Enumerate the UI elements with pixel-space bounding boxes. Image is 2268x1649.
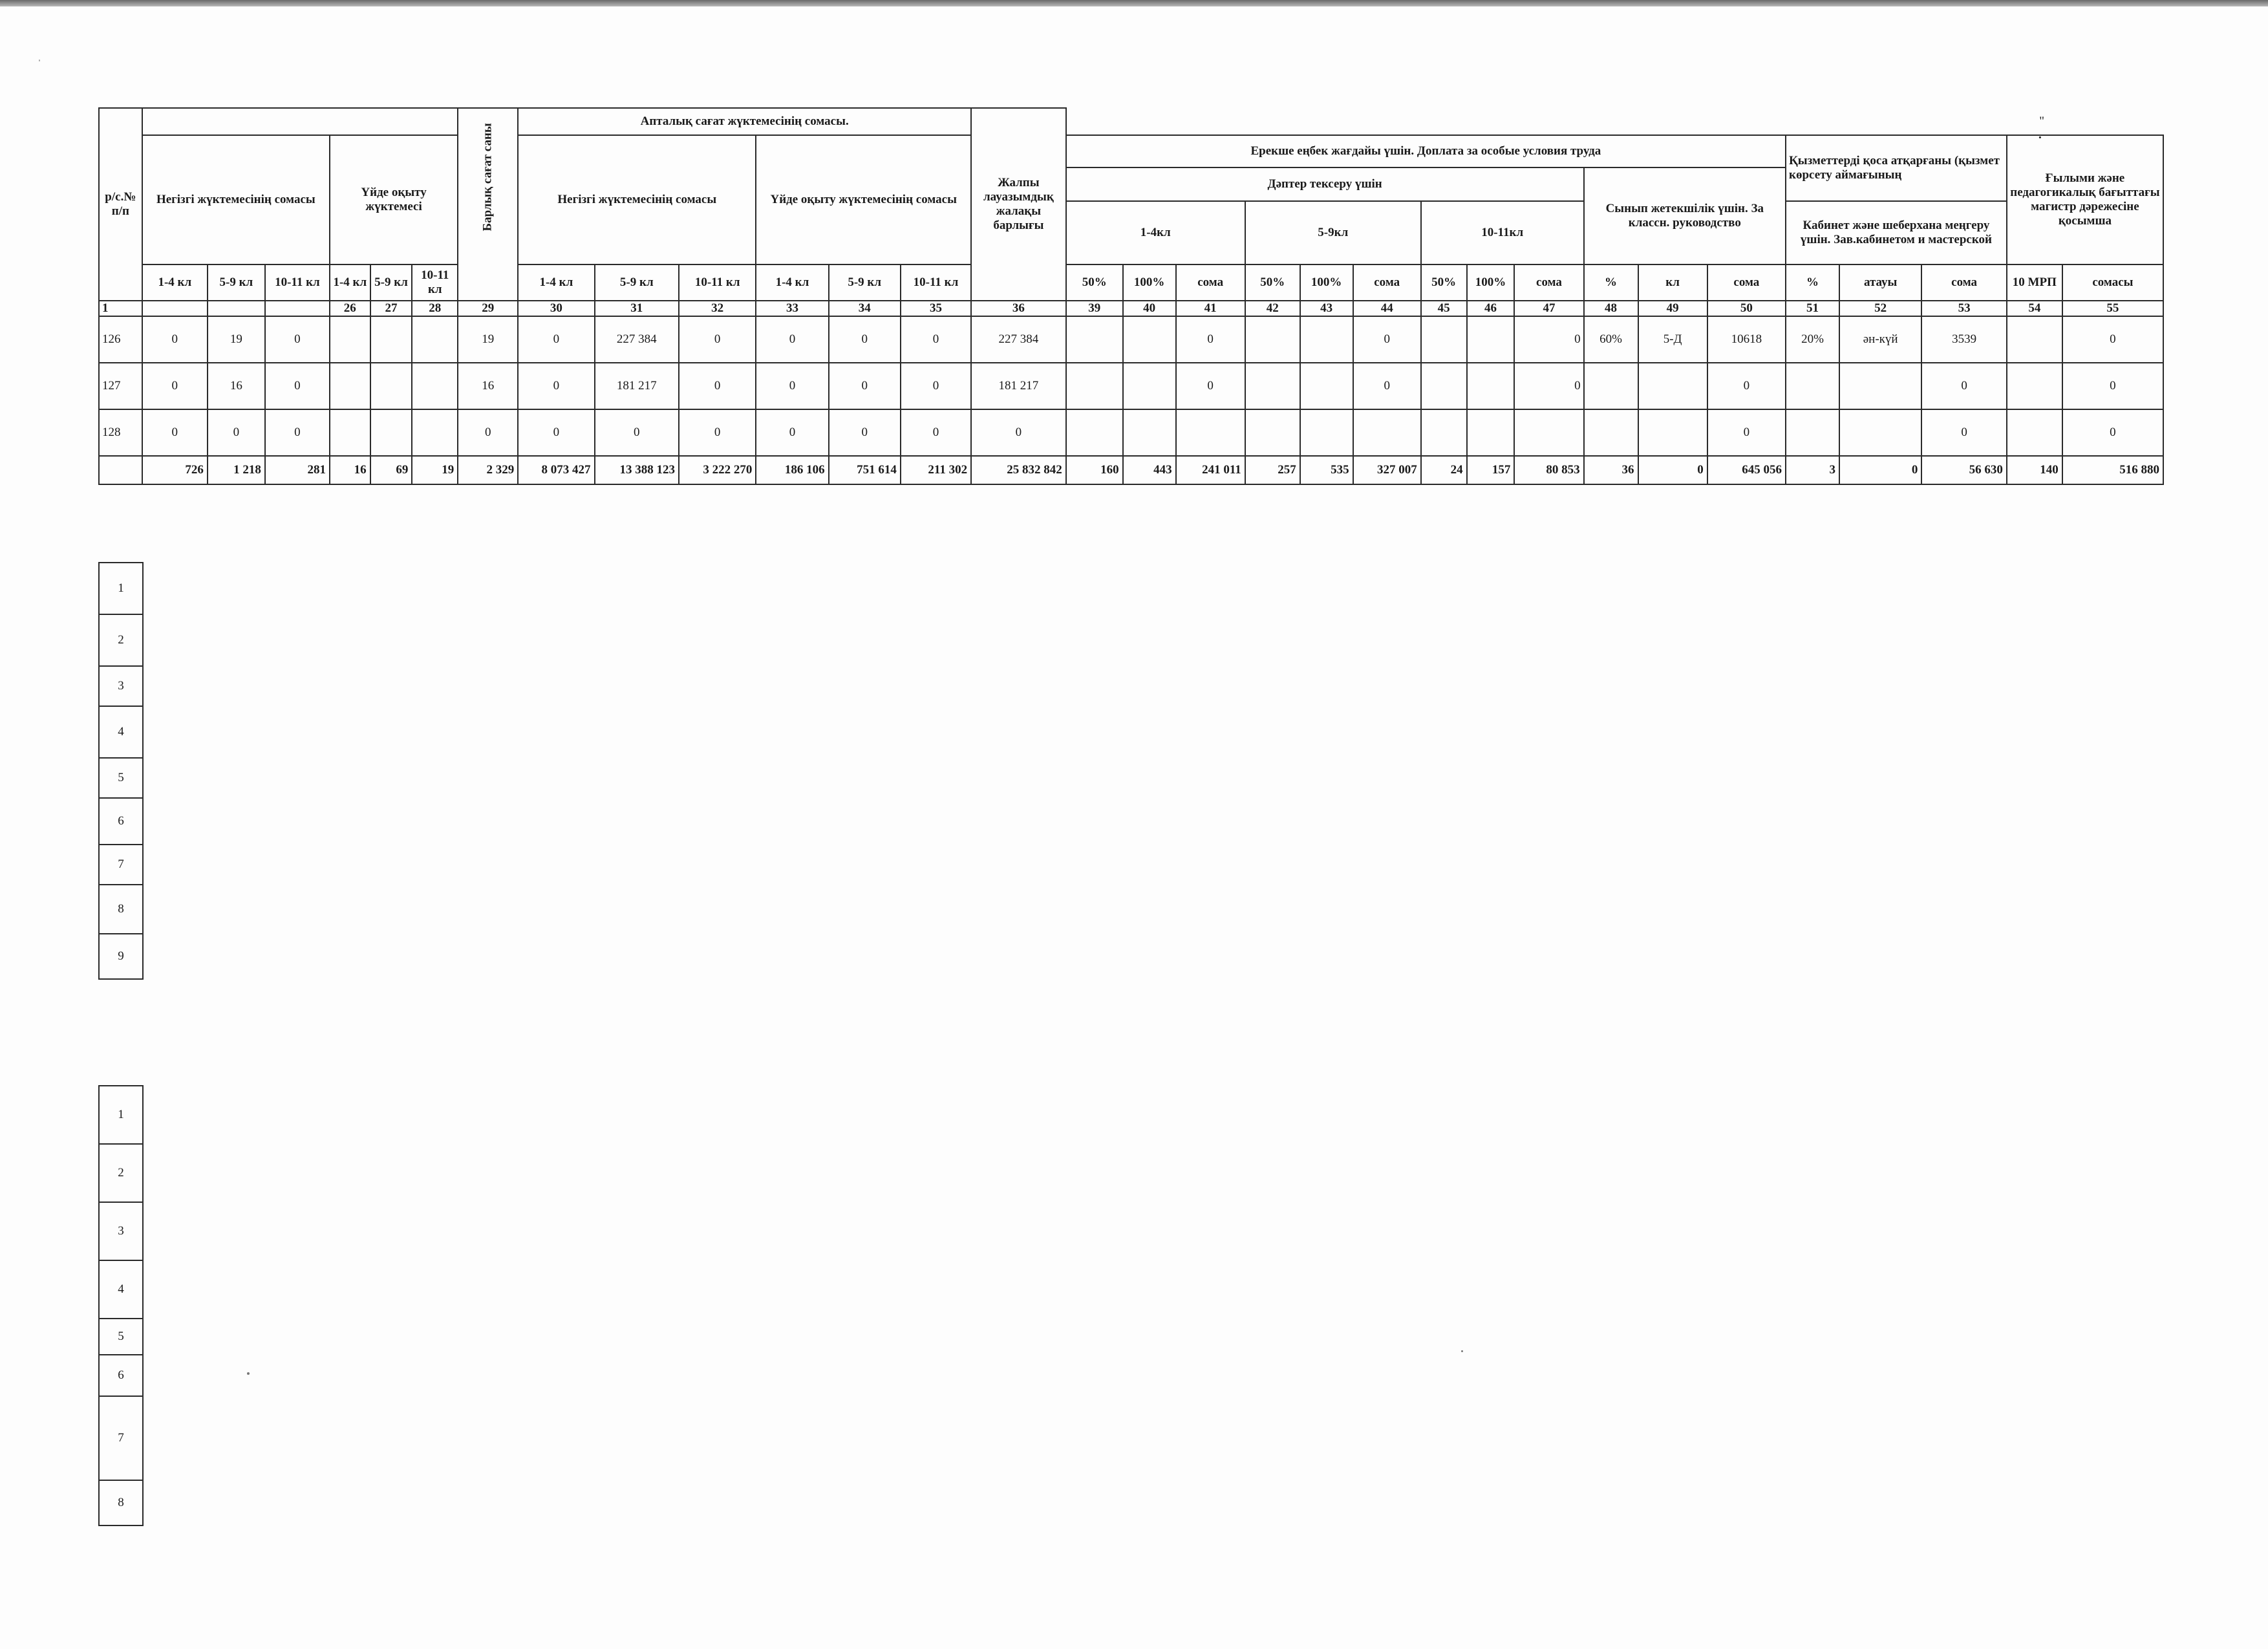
cell: [1584, 363, 1638, 409]
cell: 0: [208, 409, 265, 456]
cell: 19: [208, 316, 265, 363]
colnum: 50: [1707, 301, 1786, 316]
total-cell: 36: [1584, 456, 1638, 484]
cell: [330, 316, 370, 363]
cell: 0: [1921, 409, 2006, 456]
column-numbers-row: [99, 301, 2163, 316]
colnum: 27: [370, 301, 412, 316]
side-cell: 1: [99, 563, 143, 614]
total-cell: 19: [412, 456, 458, 484]
total-cell: 80 853: [1514, 456, 1583, 484]
cell: 126: [99, 316, 142, 363]
total-cell: 516 880: [2062, 456, 2163, 484]
sub-p50a: 50%: [1066, 264, 1123, 301]
colnum: 44: [1353, 301, 1421, 316]
header-blank-right: [1066, 108, 2163, 135]
total-cell: 257: [1245, 456, 1300, 484]
total-cell: 24: [1421, 456, 1467, 484]
cell: [2007, 409, 2062, 456]
cell: 0: [595, 409, 679, 456]
cell: 0: [458, 409, 518, 456]
colnum: 47: [1514, 301, 1583, 316]
sub-h1011: 10-11 кл: [412, 264, 458, 301]
cell: 0: [756, 363, 828, 409]
table-row: [99, 316, 2163, 363]
corner-mark: ": [2039, 114, 2044, 128]
sub-suma-e: сома: [1921, 264, 2006, 301]
cell: 10618: [1707, 316, 1786, 363]
total-cell: 535: [1300, 456, 1353, 484]
scan-speck: [1461, 1350, 1463, 1352]
sub-hs14: 1-4 кл: [756, 264, 828, 301]
cell: [412, 363, 458, 409]
colnum: 29: [458, 301, 518, 316]
total-cell: 1 218: [208, 456, 265, 484]
colnum: 48: [1584, 301, 1638, 316]
total-cell: 16: [330, 456, 370, 484]
side-cell: 3: [99, 666, 143, 706]
total-cell: [99, 456, 142, 484]
scan-speck: [39, 59, 40, 61]
cell: [1421, 316, 1467, 363]
cell: [1584, 409, 1638, 456]
table-row: [99, 363, 2163, 409]
side-cell: 4: [99, 706, 143, 758]
sub-pct2: %: [1786, 264, 1839, 301]
cell: 0: [142, 363, 208, 409]
colnum: 31: [595, 301, 679, 316]
cell: ән-күй: [1839, 316, 1921, 363]
sub-p50c: 50%: [1421, 264, 1467, 301]
sub-p50b: 50%: [1245, 264, 1300, 301]
cell: 0: [829, 409, 901, 456]
header-special-conditions: Ерекше еңбек жағдайы үшін. Доплата за особые условия труда: [1066, 135, 1786, 167]
cell: [2007, 363, 2062, 409]
colnum: 41: [1176, 301, 1245, 316]
cell: [2007, 316, 2062, 363]
colnum: 33: [756, 301, 828, 316]
cell: 0: [2062, 316, 2163, 363]
cell: [1245, 363, 1300, 409]
cell: 227 384: [595, 316, 679, 363]
colnum: 55: [2062, 301, 2163, 316]
cell: 60%: [1584, 316, 1638, 363]
sub-h59: 5-9 кл: [370, 264, 412, 301]
cell: 227 384: [971, 316, 1066, 363]
cell: 0: [518, 363, 594, 409]
header-grade-5-9: 5-9кл: [1245, 201, 1421, 264]
cell: [370, 409, 412, 456]
cell: 0: [756, 316, 828, 363]
total-cell: 160: [1066, 456, 1123, 484]
sub-c59: 5-9 кл: [208, 264, 265, 301]
colnum: 45: [1421, 301, 1467, 316]
sub-p100c: 100%: [1467, 264, 1515, 301]
colnum: [208, 301, 265, 316]
cell: 0: [901, 363, 971, 409]
header-total-salary: Жалпы лауазымдық жалақы барлығы: [971, 108, 1066, 301]
colnum: 49: [1638, 301, 1707, 316]
cell: 16: [208, 363, 265, 409]
cell: 0: [518, 316, 594, 363]
sub-kl: кл: [1638, 264, 1707, 301]
colnum: 39: [1066, 301, 1123, 316]
colnum: 32: [679, 301, 756, 316]
cell: [1245, 409, 1300, 456]
sub-p100a: 100%: [1123, 264, 1176, 301]
cell: [1839, 409, 1921, 456]
header-home-load-sum: Үйде оқыту жүктемесінің сомасы: [756, 135, 971, 264]
cell: [1300, 316, 1353, 363]
cell: 0: [679, 363, 756, 409]
colnum: 43: [1300, 301, 1353, 316]
sub-p100b: 100%: [1300, 264, 1353, 301]
side-cell: 5: [99, 1319, 143, 1355]
sub-suma-c: сома: [1514, 264, 1583, 301]
total-cell: 157: [1467, 456, 1515, 484]
cell: [1421, 409, 1467, 456]
cell: 127: [99, 363, 142, 409]
colnum: 30: [518, 301, 594, 316]
colnum: 46: [1467, 301, 1515, 316]
cell: [1176, 409, 1245, 456]
total-cell: 3 222 270: [679, 456, 756, 484]
header-notebook: Дәптер тексеру үшін: [1066, 167, 1584, 201]
cell: 0: [518, 409, 594, 456]
scan-top-edge: [0, 0, 2268, 6]
sub-hs59: 5-9 кл: [829, 264, 901, 301]
cell: 0: [142, 409, 208, 456]
cell: [1839, 363, 1921, 409]
side-cell: 3: [99, 1202, 143, 1260]
sub-suma-b: сома: [1353, 264, 1421, 301]
side-cell: 9: [99, 934, 143, 979]
cell: [370, 363, 412, 409]
colnum: 40: [1123, 301, 1176, 316]
sub-atauy: атауы: [1839, 264, 1921, 301]
side-cell: 2: [99, 1144, 143, 1202]
side-cell: 4: [99, 1260, 143, 1319]
cell: 0: [971, 409, 1066, 456]
total-cell: 0: [1839, 456, 1921, 484]
cell: 0: [265, 316, 330, 363]
cell: 0: [756, 409, 828, 456]
total-cell: 186 106: [756, 456, 828, 484]
header-combined: Қызметтерді қоса атқарғаны (қызмет көрсету аймағының: [1786, 135, 2007, 201]
cell: 181 217: [971, 363, 1066, 409]
header-total-hours-text: Барлық сағат саны: [480, 123, 495, 232]
cell: 0: [2062, 363, 2163, 409]
cell: [1066, 363, 1123, 409]
side-cell: 1: [99, 1086, 143, 1144]
cell: [1638, 409, 1707, 456]
cell: 0: [1353, 363, 1421, 409]
side-cell: 7: [99, 1396, 143, 1480]
total-cell: 3: [1786, 456, 1839, 484]
cell: 0: [679, 316, 756, 363]
cell: [1300, 363, 1353, 409]
cell: 0: [1707, 409, 1786, 456]
sub-hs1011: 10-11 кл: [901, 264, 971, 301]
total-cell: 25 832 842: [971, 456, 1066, 484]
table-row: [99, 409, 2163, 456]
cell: [1353, 409, 1421, 456]
cell: [330, 363, 370, 409]
colnum: [265, 301, 330, 316]
header-weekly-title: Апталық сағат жүктемесінің сомасы.: [518, 108, 971, 135]
cell: [1786, 363, 1839, 409]
sub-s59: 5-9 кл: [595, 264, 679, 301]
total-cell: 8 073 427: [518, 456, 594, 484]
total-cell: 751 614: [829, 456, 901, 484]
total-cell: 327 007: [1353, 456, 1421, 484]
cell: 16: [458, 363, 518, 409]
cell: 181 217: [595, 363, 679, 409]
cell: 0: [1176, 316, 1245, 363]
cell: [1421, 363, 1467, 409]
total-cell: 645 056: [1707, 456, 1786, 484]
colnum: 28: [412, 301, 458, 316]
cell: [1123, 363, 1176, 409]
cell: [1245, 316, 1300, 363]
header-science: Ғылыми және педагогикалық бағыттағы магистр дәрежесіне қосымша: [2007, 135, 2163, 264]
colnum: 52: [1839, 301, 1921, 316]
total-cell: 13 388 123: [595, 456, 679, 484]
total-cell: 69: [370, 456, 412, 484]
dot-mark: .: [2038, 128, 2042, 142]
cell: 0: [265, 409, 330, 456]
side-cell: 2: [99, 614, 143, 666]
cell: 0: [1176, 363, 1245, 409]
cell: [1066, 316, 1123, 363]
cell: 0: [829, 363, 901, 409]
cell: 0: [1514, 316, 1583, 363]
cell: [370, 316, 412, 363]
side-cell: 7: [99, 845, 143, 885]
totals-row: [99, 456, 2163, 484]
cell: [1123, 409, 1176, 456]
colnum: 53: [1921, 301, 2006, 316]
cell: 0: [829, 316, 901, 363]
sub-suma-d: сома: [1707, 264, 1786, 301]
header-cabinet: Кабинет және шеберхана меңгеру үшін. Зав.кабинетом и мастерской: [1786, 201, 2007, 264]
cell: 3539: [1921, 316, 2006, 363]
header-grade-10-11: 10-11кл: [1421, 201, 1584, 264]
colnum: 54: [2007, 301, 2062, 316]
header-rs-no: р/с.№ п/п: [99, 108, 142, 301]
side-cell: 5: [99, 758, 143, 798]
sub-s1011: 10-11 кл: [679, 264, 756, 301]
cell: 19: [458, 316, 518, 363]
cell: 0: [1353, 316, 1421, 363]
sub-suma-a: сома: [1176, 264, 1245, 301]
sub-mrp: 10 МРП: [2007, 264, 2062, 301]
scan-speck: [247, 1372, 250, 1375]
header-main-load-sum: Негізгі жүктемесінің сомасы: [518, 135, 756, 264]
total-cell: 140: [2007, 456, 2062, 484]
cell: [1638, 363, 1707, 409]
side-cell: 8: [99, 1480, 143, 1525]
colnum: [142, 301, 208, 316]
cell: 0: [142, 316, 208, 363]
salary-table: [98, 107, 2164, 485]
colnum: 34: [829, 301, 901, 316]
header-class-lead: Сынып жетекшілік үшін. За классн. руководство: [1584, 167, 1786, 264]
cell: [1467, 409, 1515, 456]
total-cell: 211 302: [901, 456, 971, 484]
cell: [1467, 316, 1515, 363]
colnum: 51: [1786, 301, 1839, 316]
cell: [1300, 409, 1353, 456]
cell: 5-Д: [1638, 316, 1707, 363]
cell: 20%: [1786, 316, 1839, 363]
cell: [1786, 409, 1839, 456]
cell: [412, 316, 458, 363]
sub-c14: 1-4 кл: [142, 264, 208, 301]
colnum: 1: [99, 301, 142, 316]
side-cell: 8: [99, 885, 143, 934]
cell: [1066, 409, 1123, 456]
sub-h14: 1-4 кл: [330, 264, 370, 301]
cell: 0: [901, 409, 971, 456]
cell: [412, 409, 458, 456]
total-cell: 281: [265, 456, 330, 484]
cell: 128: [99, 409, 142, 456]
total-cell: 56 630: [1921, 456, 2006, 484]
cell: 0: [1921, 363, 2006, 409]
cell: 0: [901, 316, 971, 363]
sub-s14: 1-4 кл: [518, 264, 594, 301]
header-grade-1-4: 1-4кл: [1066, 201, 1245, 264]
total-cell: 0: [1638, 456, 1707, 484]
colnum: 42: [1245, 301, 1300, 316]
side-numbers-table-2: [98, 1085, 144, 1526]
total-cell: 443: [1123, 456, 1176, 484]
header-total-hours: [458, 108, 518, 301]
header-blank-load: [142, 108, 458, 135]
cell: [1123, 316, 1176, 363]
cell: 0: [1514, 363, 1583, 409]
side-cell: 6: [99, 1355, 143, 1396]
header-main-load: Негізгі жүктемесінің сомасы: [142, 135, 330, 264]
cell: 0: [679, 409, 756, 456]
total-cell: 726: [142, 456, 208, 484]
cell: [1467, 363, 1515, 409]
header-home-load: Үйде оқыту жүктемесі: [330, 135, 458, 264]
cell: 0: [2062, 409, 2163, 456]
cell: 0: [1707, 363, 1786, 409]
cell: [330, 409, 370, 456]
colnum: 35: [901, 301, 971, 316]
side-numbers-table-1: [98, 562, 144, 980]
total-cell: 241 011: [1176, 456, 1245, 484]
colnum: 36: [971, 301, 1066, 316]
cell: [1514, 409, 1583, 456]
side-cell: 6: [99, 798, 143, 845]
sub-c1011: 10-11 кл: [265, 264, 330, 301]
total-cell: 2 329: [458, 456, 518, 484]
cell: 0: [265, 363, 330, 409]
sub-pct1: %: [1584, 264, 1638, 301]
colnum: 26: [330, 301, 370, 316]
sub-somasy: сомасы: [2062, 264, 2163, 301]
